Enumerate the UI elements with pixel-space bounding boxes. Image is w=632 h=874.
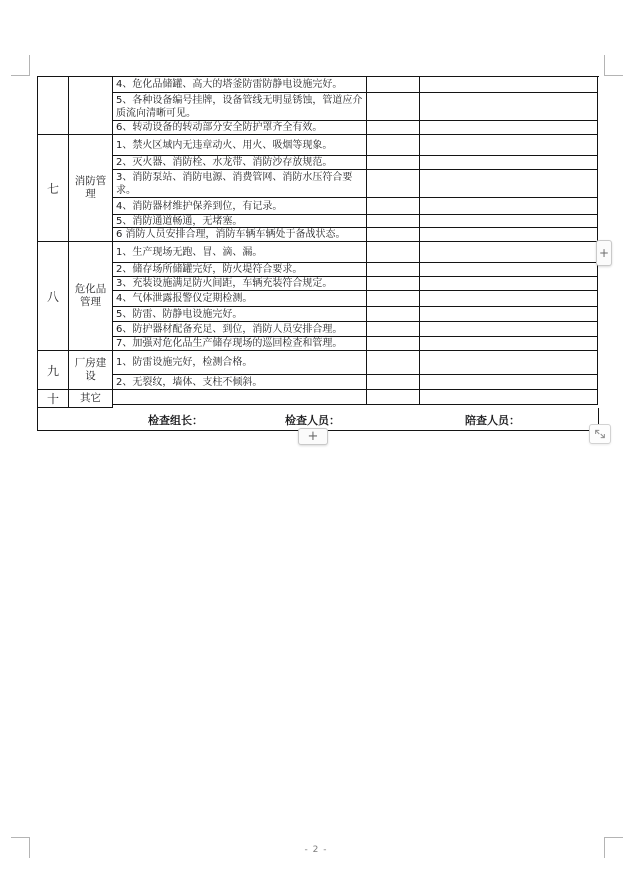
section-rows: [113, 351, 599, 390]
section-number: 八: [46, 289, 59, 304]
check-result-cell[interactable]: [367, 170, 420, 198]
table-section: [38, 351, 599, 390]
remark-cell[interactable]: [420, 322, 598, 337]
section-category-cell[interactable]: [69, 390, 113, 408]
checklist-item-cell[interactable]: [113, 375, 367, 390]
table-row: [113, 93, 599, 121]
add-column-button[interactable]: [596, 240, 612, 266]
checklist-item-text: 5、防雷、防静电设施完好。: [116, 308, 243, 320]
remark-cell[interactable]: [420, 135, 598, 156]
checklist-item-cell[interactable]: [113, 322, 367, 337]
table-row: [113, 215, 599, 228]
checklist-item-cell[interactable]: [113, 121, 367, 135]
check-result-cell[interactable]: [367, 242, 420, 263]
table-row: [113, 121, 599, 135]
table-row: [113, 242, 599, 263]
section-category-cell[interactable]: [69, 351, 113, 390]
section-rows: [113, 135, 599, 242]
remark-cell[interactable]: [420, 121, 598, 135]
check-result-cell[interactable]: [367, 307, 420, 322]
checklist-item-cell[interactable]: [113, 93, 367, 121]
accompanying-person-label: 陪查人员：: [465, 414, 520, 427]
checklist-item-cell[interactable]: [113, 135, 367, 156]
remark-cell[interactable]: [420, 77, 598, 93]
section-category: 厂房建设: [74, 357, 107, 382]
table-section: [38, 77, 599, 135]
remark-cell[interactable]: [420, 291, 598, 307]
section-number-cell[interactable]: [38, 77, 69, 135]
section-rows: [113, 390, 599, 408]
table-row: [113, 156, 599, 170]
checklist-item-text: 6、转动设备的转动部分安全防护罩齐全有效。: [116, 122, 323, 133]
section-rows: [113, 242, 599, 351]
checklist-item-text: 3、充装设施满足防火间距，车辆充装符合规定。: [116, 278, 333, 289]
table-row: [113, 170, 599, 198]
section-category: 危化品管理: [74, 283, 107, 308]
checklist-item-cell[interactable]: [113, 170, 367, 198]
check-result-cell[interactable]: [367, 390, 420, 405]
table-row: [113, 263, 599, 277]
checklist-item-cell[interactable]: [113, 263, 367, 277]
table-row: [113, 307, 599, 322]
checklist-item-text: 4、消防器材维护保养到位，有记录。: [116, 200, 283, 212]
checklist-item-text: 1、禁火区域内无违章动火、用火、吸烟等现象。: [116, 139, 333, 151]
remark-cell[interactable]: [420, 170, 598, 198]
checklist-item-cell[interactable]: [113, 228, 367, 242]
remark-cell[interactable]: [420, 375, 598, 390]
table-row: [113, 375, 599, 390]
table-row: [113, 228, 599, 242]
section-number-cell[interactable]: [38, 351, 69, 390]
resize-diagonal-arrows-icon: [592, 427, 608, 441]
remark-cell[interactable]: [420, 93, 598, 121]
table-row: [113, 135, 599, 156]
checklist-item-text: 6 消防人员安排合理，消防车辆车辆处于备战状态。: [116, 229, 346, 240]
remark-cell[interactable]: [420, 215, 598, 228]
checklist-item-text: 6、防护器材配备充足、到位，消防人员安排合理。: [116, 323, 343, 335]
remark-cell[interactable]: [420, 351, 598, 375]
check-result-cell[interactable]: [367, 322, 420, 337]
checklist-item-text: 1、防雷设施完好，检测合格。: [116, 357, 253, 368]
check-result-cell[interactable]: [367, 93, 420, 121]
table-resize-handle[interactable]: [589, 424, 611, 444]
section-category: 其它: [80, 392, 101, 404]
check-result-cell[interactable]: [367, 228, 420, 242]
inspection-leader-label: 检查组长：: [148, 414, 203, 427]
section-rows: [113, 77, 599, 135]
check-result-cell[interactable]: [367, 375, 420, 390]
check-result-cell[interactable]: [367, 121, 420, 135]
inspector-label: 检查人员：: [285, 414, 340, 427]
table-row: [113, 277, 599, 291]
checklist-item-cell[interactable]: [113, 307, 367, 322]
table-section: [38, 135, 599, 242]
table-row: [113, 291, 599, 307]
page-number: - 2 -: [304, 845, 328, 855]
margin-mark-top-right: [604, 55, 623, 76]
check-result-cell[interactable]: [367, 77, 420, 93]
check-result-cell[interactable]: [367, 156, 420, 170]
checklist-item-text: 4、气体泄露报警仪定期检测。: [116, 293, 253, 304]
remark-cell[interactable]: [420, 242, 598, 263]
checklist-item-cell[interactable]: [113, 77, 367, 93]
check-result-cell[interactable]: [367, 277, 420, 291]
checklist-item-text: 2、灭火器、消防栓、水龙带、消防沙存放规范。: [116, 157, 333, 168]
checklist-item-cell[interactable]: [113, 242, 367, 263]
section-number-cell[interactable]: [38, 390, 69, 408]
remark-cell[interactable]: [420, 307, 598, 322]
checklist-item-text: 1、生产现场无跑、冒、滴、漏。: [116, 246, 263, 258]
checklist-item-cell[interactable]: [113, 198, 367, 215]
checklist-item-text: 2、储存场所储罐完好，防火堤符合要求。: [116, 264, 303, 275]
checklist-item-cell[interactable]: [113, 277, 367, 291]
section-category-cell[interactable]: [69, 135, 113, 242]
checklist-item-text: 7、加强对危化品生产储存现场的巡回检查和管理。: [116, 338, 343, 349]
checklist-item-cell[interactable]: [113, 291, 367, 307]
checklist-item-text: 5、各种设备编号挂牌，设备管线无明显锈蚀，管道应介质流向清晰可见。: [116, 94, 363, 119]
add-row-button[interactable]: [298, 428, 328, 445]
table-row: [113, 390, 599, 405]
checklist-item-cell[interactable]: [113, 337, 367, 351]
check-result-cell[interactable]: [367, 291, 420, 307]
remark-cell[interactable]: [420, 337, 598, 351]
checklist-item-text: 4、危化品储罐、高大的塔釜防雷防静电设施完好。: [116, 79, 343, 90]
table-row: [113, 337, 599, 351]
table-row: [113, 351, 599, 375]
table-section: [38, 242, 599, 351]
checklist-item-text: 5、消防通道畅通，无堵塞。: [116, 215, 243, 227]
section-number-cell[interactable]: [38, 135, 69, 242]
check-result-cell[interactable]: [367, 198, 420, 215]
plus-icon: +: [307, 429, 319, 444]
section-number: 十: [46, 392, 59, 406]
remark-cell[interactable]: [420, 277, 598, 291]
check-result-cell[interactable]: [367, 263, 420, 277]
checklist-item-cell[interactable]: [113, 390, 367, 405]
margin-mark-top-left: [11, 55, 30, 76]
checklist-item-text: 2、无裂纹，墙体、支柱不倾斜。: [116, 376, 263, 388]
checklist-item-cell[interactable]: [113, 215, 367, 228]
check-result-cell[interactable]: [367, 337, 420, 351]
remark-cell[interactable]: [420, 390, 598, 405]
inspection-checklist-table: [37, 76, 599, 431]
checklist-item-cell[interactable]: [113, 351, 367, 375]
table-row: [113, 198, 599, 215]
plus-icon: +: [598, 246, 610, 260]
table-row: [113, 77, 599, 93]
remark-cell[interactable]: [420, 156, 598, 170]
check-result-cell[interactable]: [367, 351, 420, 375]
section-category-cell[interactable]: [69, 77, 113, 135]
checklist-item-cell[interactable]: [113, 156, 367, 170]
remark-cell[interactable]: [420, 198, 598, 215]
section-category-cell[interactable]: [69, 242, 113, 351]
check-result-cell[interactable]: [367, 135, 420, 156]
section-number-cell[interactable]: [38, 242, 69, 351]
check-result-cell[interactable]: [367, 215, 420, 228]
table-section: [38, 390, 599, 408]
remark-cell[interactable]: [420, 263, 598, 277]
section-number: 九: [46, 363, 59, 378]
remark-cell[interactable]: [420, 228, 598, 242]
section-category: 消防管理: [74, 175, 107, 200]
table-row: [113, 322, 599, 337]
section-number: 七: [46, 181, 59, 196]
checklist-item-text: 3、消防泵站、消防电源、消费管网、消防水压符合要求。: [116, 171, 353, 196]
